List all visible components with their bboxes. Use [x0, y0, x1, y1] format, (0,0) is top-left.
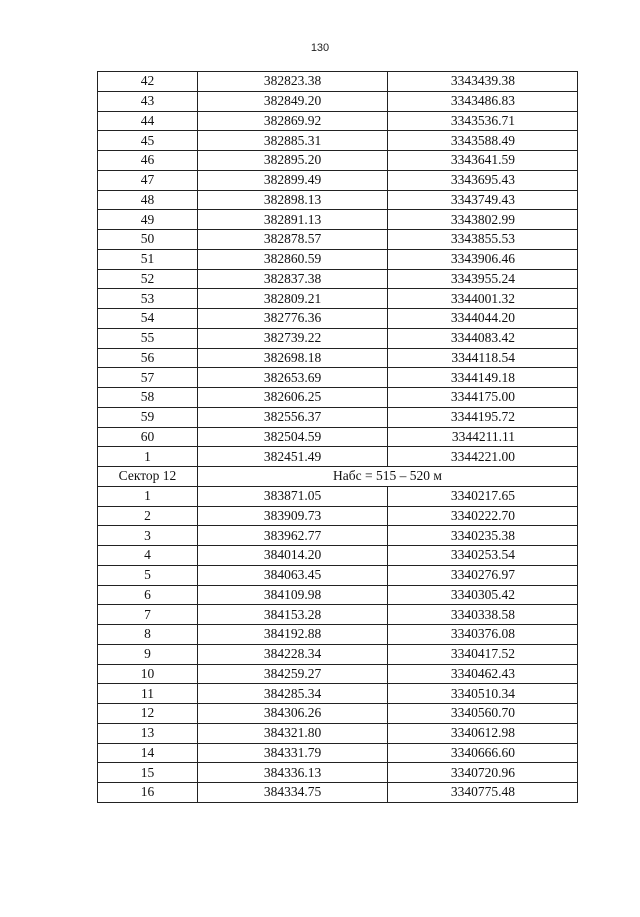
- y-coordinate: 3340612.98: [388, 723, 578, 743]
- point-number: 57: [98, 368, 198, 388]
- x-coordinate: 384228.34: [198, 644, 388, 664]
- table-row: [98, 348, 578, 368]
- point-number: 5: [98, 565, 198, 585]
- y-coordinate: 3340235.38: [388, 526, 578, 546]
- y-coordinate: 3344001.32: [388, 289, 578, 309]
- point-number: 47: [98, 170, 198, 190]
- sector-header-row: [98, 467, 578, 487]
- y-coordinate: 3343588.49: [388, 131, 578, 151]
- x-coordinate: 384321.80: [198, 723, 388, 743]
- x-coordinate: 382869.92: [198, 111, 388, 131]
- table-row: [98, 486, 578, 506]
- point-number: 59: [98, 407, 198, 427]
- y-coordinate: 3340417.52: [388, 644, 578, 664]
- coordinates-table: [97, 71, 578, 803]
- table-row: [98, 230, 578, 250]
- table-row: [98, 407, 578, 427]
- x-coordinate: 382891.13: [198, 210, 388, 230]
- table-row: [98, 111, 578, 131]
- point-number: 2: [98, 506, 198, 526]
- x-coordinate: 382898.13: [198, 190, 388, 210]
- y-coordinate: 3344149.18: [388, 368, 578, 388]
- y-coordinate: 3340338.58: [388, 605, 578, 625]
- coordinates-table-body: [98, 72, 578, 803]
- table-row: [98, 664, 578, 684]
- x-coordinate: 384285.34: [198, 684, 388, 704]
- point-number: 58: [98, 388, 198, 408]
- x-coordinate: 382809.21: [198, 289, 388, 309]
- table-row: [98, 526, 578, 546]
- table-row: [98, 170, 578, 190]
- point-number: 49: [98, 210, 198, 230]
- x-coordinate: 382739.22: [198, 328, 388, 348]
- table-row: [98, 249, 578, 269]
- table-row: [98, 565, 578, 585]
- point-number: 8: [98, 625, 198, 645]
- table-row: [98, 447, 578, 467]
- point-number: 53: [98, 289, 198, 309]
- x-coordinate: 382776.36: [198, 309, 388, 329]
- table-row: [98, 605, 578, 625]
- table-row: [98, 684, 578, 704]
- x-coordinate: 382849.20: [198, 91, 388, 111]
- table-row: [98, 131, 578, 151]
- table-row: [98, 91, 578, 111]
- point-number: 51: [98, 249, 198, 269]
- y-coordinate: 3340305.42: [388, 585, 578, 605]
- point-number: 54: [98, 309, 198, 329]
- point-number: 14: [98, 743, 198, 763]
- point-number: 44: [98, 111, 198, 131]
- y-coordinate: 3344221.00: [388, 447, 578, 467]
- table-row: [98, 763, 578, 783]
- y-coordinate: 3343695.43: [388, 170, 578, 190]
- point-number: 48: [98, 190, 198, 210]
- point-number: 50: [98, 230, 198, 250]
- table-row: [98, 546, 578, 566]
- table-row: [98, 72, 578, 92]
- table-row: [98, 644, 578, 664]
- x-coordinate: 384336.13: [198, 763, 388, 783]
- table-row: [98, 289, 578, 309]
- table-row: [98, 190, 578, 210]
- table-row: [98, 783, 578, 803]
- point-number: 15: [98, 763, 198, 783]
- point-number: 16: [98, 783, 198, 803]
- x-coordinate: 383909.73: [198, 506, 388, 526]
- point-number: 13: [98, 723, 198, 743]
- point-number: 4: [98, 546, 198, 566]
- y-coordinate: 3340376.08: [388, 625, 578, 645]
- x-coordinate: 382860.59: [198, 249, 388, 269]
- x-coordinate: 383871.05: [198, 486, 388, 506]
- point-number: 6: [98, 585, 198, 605]
- point-number: 1: [98, 447, 198, 467]
- y-coordinate: 3340666.60: [388, 743, 578, 763]
- point-number: 10: [98, 664, 198, 684]
- x-coordinate: 384153.28: [198, 605, 388, 625]
- x-coordinate: 384014.20: [198, 546, 388, 566]
- y-coordinate: 3343855.53: [388, 230, 578, 250]
- y-coordinate: 3340217.65: [388, 486, 578, 506]
- point-number: 55: [98, 328, 198, 348]
- x-coordinate: 382895.20: [198, 151, 388, 171]
- table-row: [98, 506, 578, 526]
- page-number: 130: [310, 42, 330, 54]
- sector-elevation: Набс = 515 – 520 м: [198, 467, 578, 487]
- x-coordinate: 382837.38: [198, 269, 388, 289]
- table-row: [98, 704, 578, 724]
- y-coordinate: 3340253.54: [388, 546, 578, 566]
- table-row: [98, 585, 578, 605]
- x-coordinate: 384109.98: [198, 585, 388, 605]
- y-coordinate: 3340222.70: [388, 506, 578, 526]
- table-row: [98, 388, 578, 408]
- x-coordinate: 382504.59: [198, 427, 388, 447]
- y-coordinate: 3340775.48: [388, 783, 578, 803]
- y-coordinate: 3343536.71: [388, 111, 578, 131]
- x-coordinate: 384259.27: [198, 664, 388, 684]
- y-coordinate: 3343486.83: [388, 91, 578, 111]
- y-coordinate: 3343906.46: [388, 249, 578, 269]
- x-coordinate: 382885.31: [198, 131, 388, 151]
- x-coordinate: 384192.88: [198, 625, 388, 645]
- x-coordinate: 383962.77: [198, 526, 388, 546]
- y-coordinate: 3343749.43: [388, 190, 578, 210]
- table-row: [98, 328, 578, 348]
- x-coordinate: 382653.69: [198, 368, 388, 388]
- y-coordinate: 3340720.96: [388, 763, 578, 783]
- y-coordinate: 3343802.99: [388, 210, 578, 230]
- x-coordinate: 382899.49: [198, 170, 388, 190]
- x-coordinate: 382606.25: [198, 388, 388, 408]
- x-coordinate: 384306.26: [198, 704, 388, 724]
- table-row: [98, 151, 578, 171]
- point-number: 43: [98, 91, 198, 111]
- point-number: 1: [98, 486, 198, 506]
- point-number: 52: [98, 269, 198, 289]
- table-row: [98, 723, 578, 743]
- point-number: 46: [98, 151, 198, 171]
- y-coordinate: 3344195.72: [388, 407, 578, 427]
- x-coordinate: 382451.49: [198, 447, 388, 467]
- point-number: 45: [98, 131, 198, 151]
- point-number: 9: [98, 644, 198, 664]
- point-number: 3: [98, 526, 198, 546]
- sector-label: Сектор 12: [98, 467, 198, 487]
- y-coordinate: 3340462.43: [388, 664, 578, 684]
- y-coordinate: 3340510.34: [388, 684, 578, 704]
- point-number: 11: [98, 684, 198, 704]
- table-row: [98, 309, 578, 329]
- x-coordinate: 382878.57: [198, 230, 388, 250]
- x-coordinate: 384063.45: [198, 565, 388, 585]
- y-coordinate: 3344083.42: [388, 328, 578, 348]
- y-coordinate: 3344044.20: [388, 309, 578, 329]
- y-coordinate: 3343641.59: [388, 151, 578, 171]
- point-number: 56: [98, 348, 198, 368]
- y-coordinate: 3343439.38: [388, 72, 578, 92]
- x-coordinate: 382823.38: [198, 72, 388, 92]
- table-row: [98, 625, 578, 645]
- y-coordinate: 3344211.11: [388, 427, 578, 447]
- table-row: [98, 269, 578, 289]
- table-row: [98, 427, 578, 447]
- x-coordinate: 382556.37: [198, 407, 388, 427]
- x-coordinate: 384331.79: [198, 743, 388, 763]
- table-row: [98, 368, 578, 388]
- point-number: 7: [98, 605, 198, 625]
- y-coordinate: 3340276.97: [388, 565, 578, 585]
- point-number: 12: [98, 704, 198, 724]
- table-row: [98, 743, 578, 763]
- y-coordinate: 3344175.00: [388, 388, 578, 408]
- y-coordinate: 3343955.24: [388, 269, 578, 289]
- y-coordinate: 3344118.54: [388, 348, 578, 368]
- point-number: 60: [98, 427, 198, 447]
- x-coordinate: 384334.75: [198, 783, 388, 803]
- table-row: [98, 210, 578, 230]
- point-number: 42: [98, 72, 198, 92]
- x-coordinate: 382698.18: [198, 348, 388, 368]
- y-coordinate: 3340560.70: [388, 704, 578, 724]
